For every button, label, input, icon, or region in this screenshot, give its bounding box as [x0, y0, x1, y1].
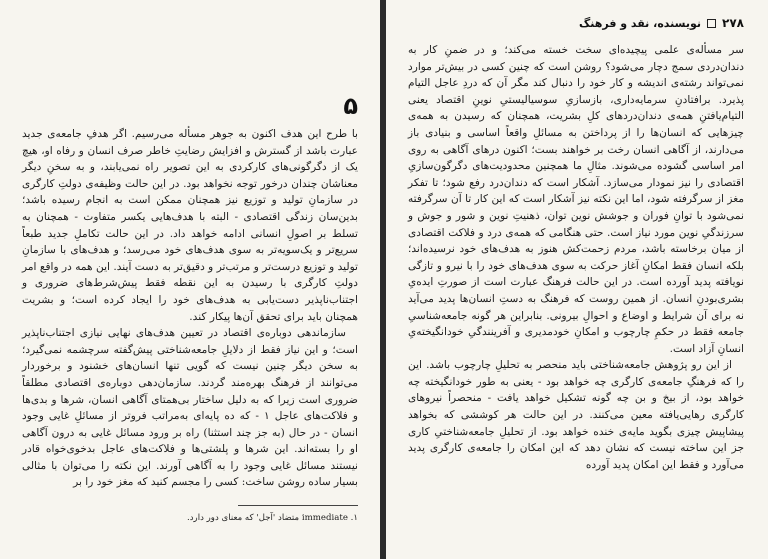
chapter-number: ۵ — [343, 92, 358, 120]
right-paragraph-1: سر مسأله‌ی علمی پیچیده‌ای سخت خسته می‌کند؛ و در ضمنِ کار به دندان‌دردی سمج دچار می‌شود؟ روشن است که چنین کسی در بیش‌تر موارد نمی‌تواند رشته‌ی اندیشه و کار خود را دنبال کند مگر آن که دردِ عاجل التیام پذیرد. برافتادنِ سرمایه‌داری، بازسازیِ سوسیالیستیِ نوینِ اقتصاد یعنی التیام‌یافتنِ همه‌ی دندان‌دردهای کلِ بشریت، همچنان که رسیدن به همه‌ی چیزهایی که انسان‌ها را از پرداختن به مسائلِ واقعاً اساسی و بنیادی باز می‌دارند، از آگاهی انسان رخت بر خواهند بست؛ اکنون درهای آگاهی به روی امر اساسی گشوده می‌شوند. مثالِ ما همچنین محدودیت‌های دگرگون‌سازیِ اقتصادی را نیز نمودار می‌سازد. آشکار است که دندان‌درد رفع شود؛ تا تفکر مغز از سرگرفته شود، اما این نکته نیز آشکار است که این کار تا آن سرگرفته نمی‌شود با توانِ فوران و جوشش نوین توان، ذهنیتِ نوین و شور و جوش و سرزندگیِ نوین مورد نیاز است. حتی هنگامی که همه‌ی درد و فلاکت اقتصادی از میان برخاسته باشد، مردم زحمت‌کش هنوز به هدف‌های خود نرسیده‌اند؛ بلکه انسان فقط امکانِ آغاز حرکت به سوی هدف‌های خود را با نیرو و تازگی نویافته پدید آورده است. در این حالت فرهنگ عبارت است از صورتِ ایده‌یِ بشری‌بودنِ انسان. از همین روست که فرهنگ به دستِ انسان‌ها پدید می‌آید نه برای آن شرایط و اوضاع و احوالِ بیرونی. بنابراین هر گونه جامعه‌شناسیِ جامعه فقط در حکمِ چارچوب و امکانِ خودمدیری و آفرینندگیِ خودانگیخته‌یِ انسانِ آزاد است. — [408, 44, 744, 355]
footnote-divider — [238, 505, 358, 506]
right-paragraph-2: از این رو پژوهش جامعه‌شناختی باید منحصر به تحلیلِ چارچوب باشد. این را که فرهنگِ جامعه‌ی کارگری چه خواهد بود - یعنی به طور خودانگیخته چه خواهد بود، از بیخ و بن چه گونه تشکیل خواهد یافت - منحصراً نیروهای کارگری رهایی‌یافته معین می‌کنند. در این حالت هر کوششی که بخواهد پیشاپیش چیزی بگوید مایه‌ی خنده خواهد بود. از تحلیلِ جامعه‌شناختیِ کاری جز این ساخته نیست که نشان دهد که این امکان را جامعه‌ی کارگری پدید می‌آورد و فقط این امکان پدید آورده — [408, 359, 744, 471]
left-page — [0, 0, 380, 559]
page-number: ۲۷۸ — [722, 16, 744, 30]
left-paragraph-1: با طرح این هدف اکنون به جوهر مسأله می‌رسیم. اگر هدفِ جامعه‌ی جدید عبارت باشد از گسترش و افزایش رضایتِ خاطر صرف انسان و رفاه او، هیچ یک از دگرگونی‌های کارکردی به این تصویر راه نمی‌یابند، و به سخنِ دیگر معنا‌شان چندان درخور توجه نخواهد بود. در این حالت وظیفه‌ی دولتِ کارگری در سازمانِ تولید و توزیع نیز همچنان ممکن است به انجام رسیده باشد؛ بدین‌سان زندگی اقتصادی - البته با هدف‌هایی یکسر متفاوت - همچنان به تسلط بر اصولِ انسانی ادامه خواهد داد. در این حالت تکاملِ جدید طبعاً سریع‌تر و یک‌سویه‌تر به سوی هدف‌های خود می‌رسد؛ و هدف‌های با سازمانِ تولید و توزیع درست‌تر و مرتب‌تر و دقیق‌تر به دست آیند. این همه در واقع امر دولتِ کارگری با رسیدن به این نقطه فقط پیش‌شرط‌های ضروری و اجتناب‌ناپذیر دست‌یابی به هدف‌های خود را ایجاد کرده است؛ و بشریت همچنان باید برای تحقق آن‌ها پیکار کند. — [22, 128, 358, 323]
left-paragraph-2: سازماندهی دوباره‌ی اقتصاد در تعیین هدف‌های نهایی نیازی اجتناب‌ناپذیر است؛ و این نیاز فقط از دلایلِ جامعه‌شناختی پیش‌گفته سرچشمه نمی‌گیرد؛ به سخن دیگر چنین نیست که گویی تنها انسان‌های خشنود و برخوردار می‌توانند از فرهنگ بهره‌مند گردند. سازمان‌دهی دوباره‌ی اقتصادی مطلقاً ضروری است زیرا که به دلیل ساختار بی‌همتای آگاهی انسان، شرها و بدی‌ها و فلاکت‌های عاجل ۱ - که ده پایه‌ای به‌مراتب فروتر از مسائلِ غایی وجود انسان - در حال (به جز چند استثنا) راه بر ورود مسائل غایی به درون آگاهی او را بسته‌اند. این شرها و پلشتی‌ها و فلاکت‌های عاجل بدخوی‌خواه قادر نیستند مسائل غایی وجود را به آگاهی آورند. این نکته را می‌توان با مثالی بسیار ساده روشن ساخت: کسی را مجسم کنید که مغز خود را بر — [22, 327, 358, 489]
running-header — [408, 14, 744, 32]
left-page-body — [22, 126, 358, 491]
right-page — [386, 0, 768, 559]
right-page-body — [408, 42, 744, 473]
footnote: ۱. immediate متضاد 'آجل' که معنای دور دارد. — [187, 513, 358, 524]
square-bullet-icon — [707, 19, 716, 28]
running-head-title: نویسنده، نقد و فرهنگ — [578, 16, 702, 30]
